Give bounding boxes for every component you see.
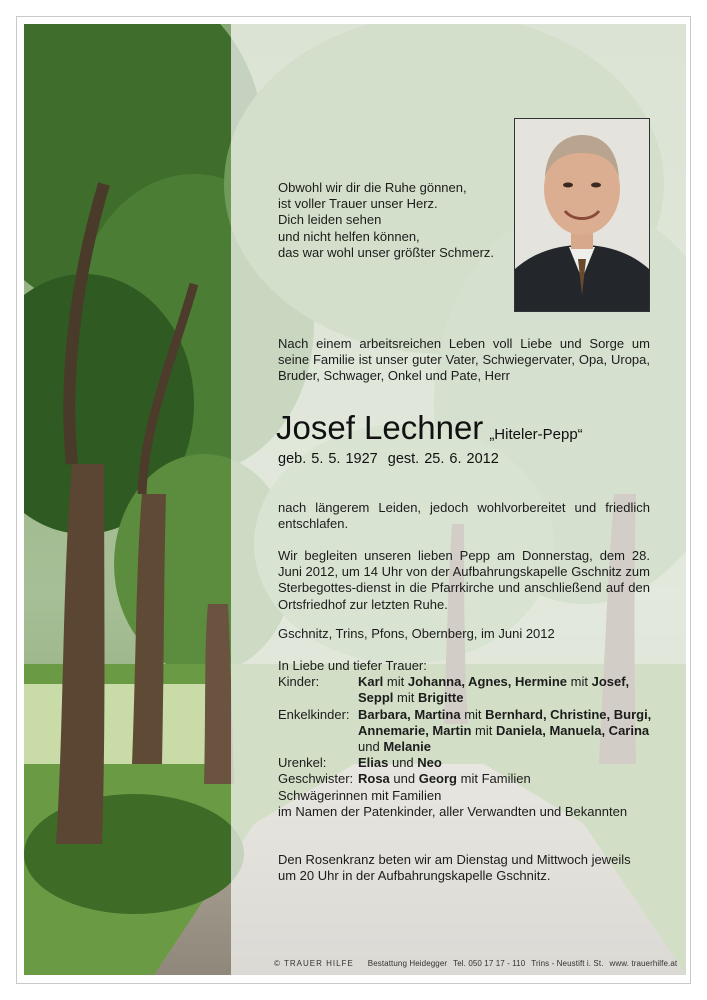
name-text: Josef Lechner [276, 409, 484, 446]
deceased-name [276, 408, 583, 455]
row-label: Kinder: [278, 674, 320, 690]
footer [274, 959, 677, 968]
footer-website-link[interactable]: www. trauerhilfe.at [609, 959, 678, 968]
row-value: Barbara, Martina mit Bernhard, Christine, Burgi, Annemarie, Martin mit Daniela, Manuela, Carina und Melanie [358, 706, 652, 755]
row-value: Rosa und Georg mit Familien [358, 771, 531, 787]
mourners-line-schwaegerinnen: Schwägerinnen mit Familien [278, 787, 442, 803]
mourners-list [278, 658, 658, 820]
poem [278, 180, 508, 261]
poem-line: das war wohl unser größter Schmerz. [278, 244, 495, 260]
portrait-illustration [515, 119, 649, 311]
mourners-row-kinder [278, 674, 658, 706]
birth-date: geb. 5. 5. 1927 [278, 451, 378, 467]
mourners-row-enkel [278, 707, 658, 756]
footer-phone: Tel. 050 17 17 - 110 [453, 959, 526, 968]
rosary-paragraph: Den Rosenkranz beten wir am Dienstag und Mittwoch jeweils um 20 Uhr in der Aufbahrungskapelle Gschnitz. [278, 852, 631, 884]
mourners-heading: In Liebe und tiefer Trauer: [278, 658, 427, 673]
portrait-photo [514, 118, 650, 312]
poem-line: und nicht helfen können, [278, 228, 420, 244]
poem-line: ist voller Trauer unser Herz. [278, 196, 438, 212]
row-label: Geschwister: [278, 771, 354, 787]
mourners-row-geschwister [278, 771, 658, 787]
footer-location: Trins - Neustift i. St. [531, 959, 604, 968]
row-value: Elias und Neo [358, 755, 442, 771]
row-value: Karl mit Johanna, Agnes, Hermine mit Josef, Seppl mit Brigitte [358, 674, 630, 706]
poem-line: Obwohl wir dir die Ruhe gönnen, [278, 180, 467, 195]
funeral-paragraph: Wir begleiten unseren lieben Pepp am Donnerstag, dem 28. Juni 2012, um 14 Uhr von der Aufbahrungskapelle Gschnitz zum Sterbegottes-dienst in die Pfarrkirche und anschließend auf den Ortsfriedhof zur letzten Ruhe. [278, 548, 650, 612]
place-date: Gschnitz, Trins, Pfons, Obernberg, im Juni 2012 [278, 626, 555, 641]
row-label: Enkelkinder: [278, 706, 350, 722]
life-dates [278, 451, 499, 467]
footer-brand: © TRAUER HILFE [274, 959, 354, 968]
obituary-card [24, 24, 686, 975]
footer-undertaker: Bestattung Heidegger [367, 959, 448, 968]
poem-line: Dich leiden sehen [278, 212, 382, 228]
mourners-line-paten: im Namen der Patenkinder, aller Verwandten und Bekannten [278, 803, 628, 819]
nickname: „Hiteler-Pepp“ [489, 426, 583, 443]
passing-paragraph: nach längerem Leiden, jedoch wohlvorbereitet und friedlich entschlafen. [278, 500, 650, 532]
intro-paragraph: Nach einem arbeitsreichen Leben voll Liebe und Sorge um seine Familie ist unser guter Vater, Schwiegervater, Opa, Uropa, Bruder, Schwager, Onkel und Pate, Herr [278, 336, 650, 384]
mourners-row-urenkel [278, 755, 658, 771]
death-date: gest. 25. 6. 2012 [387, 451, 499, 467]
row-label: Urenkel: [278, 755, 327, 771]
